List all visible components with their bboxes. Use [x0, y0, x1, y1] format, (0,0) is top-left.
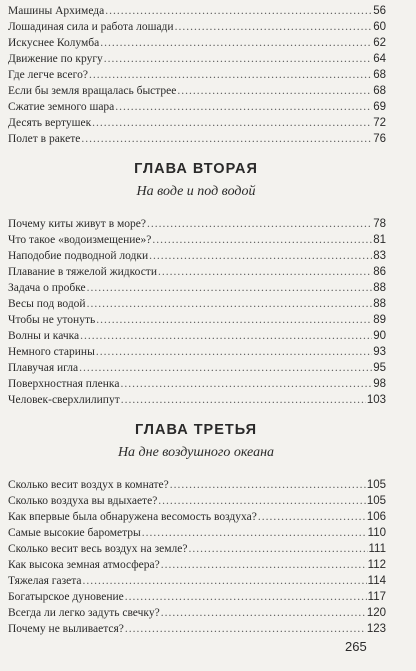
toc-entry	[8, 344, 386, 359]
toc-entry-title: Как высока земная атмосфера?	[8, 559, 160, 571]
chapter-heading: ГЛАВА ВТОРАЯ	[134, 161, 258, 177]
toc-entry	[8, 541, 386, 556]
toc-entry	[8, 232, 386, 247]
toc-entry	[8, 493, 386, 508]
toc-entry-title: Почему киты живут в море?	[8, 218, 146, 230]
toc-entry-page: 95	[373, 362, 386, 374]
toc-leader-dots	[79, 361, 372, 375]
toc-entry-page: 111	[368, 543, 386, 555]
toc-entry-title: Десять вертушек	[8, 117, 92, 129]
toc-entry-page: 81	[373, 234, 386, 246]
toc-entry	[8, 525, 386, 540]
toc-entry-page: 105	[366, 479, 386, 491]
toc-entry-page: 98	[373, 378, 386, 390]
toc-leader-dots	[105, 4, 372, 18]
toc-leader-dots	[161, 606, 366, 620]
page-number: 265	[345, 639, 367, 654]
toc-entry	[8, 3, 386, 18]
toc-entry	[8, 131, 386, 146]
toc-entry-title: Чтобы не утонуть	[8, 314, 96, 326]
toc-entry-page: 88	[373, 298, 386, 310]
toc-entry-page: 64	[373, 53, 386, 65]
toc-entry-title: Полет в ракете	[8, 133, 81, 145]
toc-entry-page: 93	[373, 346, 386, 358]
toc-leader-dots	[96, 345, 372, 359]
toc-leader-dots	[96, 313, 372, 327]
toc-entry-title: Почему не выливается?	[8, 623, 124, 635]
toc-entry-title: Плавание в тяжелой жидкости	[8, 266, 157, 278]
toc-entry-page: 56	[373, 5, 386, 17]
toc-entry	[8, 51, 386, 66]
toc-entry-title: Сколько весит весь воздух на земле?	[8, 543, 188, 555]
toc-leader-dots	[125, 622, 366, 636]
toc-entry	[8, 557, 386, 572]
toc-leader-dots	[81, 132, 372, 146]
toc-entry-page: 88	[373, 282, 386, 294]
toc-entry-title: Плавучая игла	[8, 362, 79, 374]
chapter-heading: ГЛАВА ТРЕТЬЯ	[134, 422, 258, 438]
toc-entry-title: Как впервые была обнаружена весомость воздуха?	[8, 511, 257, 523]
toc-leader-dots	[175, 20, 373, 34]
toc-entry	[8, 296, 386, 311]
toc-entry-title: Всегда ли легко задуть свечку?	[8, 607, 160, 619]
toc-entry-page: 83	[373, 250, 386, 262]
toc-entry-page: 60	[373, 21, 386, 33]
toc-entry	[8, 509, 386, 524]
toc-entry-page: 78	[373, 218, 386, 230]
toc-leader-dots	[87, 281, 373, 295]
toc-entry-title: Задача о пробке	[8, 282, 86, 294]
toc-entry-title: Наподобие подводной лодки	[8, 250, 149, 262]
toc-entry-page: 69	[373, 101, 386, 113]
toc-entry	[8, 589, 386, 604]
toc-entry	[8, 328, 386, 343]
toc-leader-dots	[100, 36, 372, 50]
toc-leader-dots	[152, 233, 372, 247]
toc-leader-dots	[258, 510, 366, 524]
toc-entry-title: Сжатие земного шара	[8, 101, 115, 113]
toc-leader-dots	[83, 574, 367, 588]
toc-entry-title: Что такое «водоизмещение»?	[8, 234, 152, 246]
toc-leader-dots	[87, 297, 373, 311]
toc-entry	[8, 216, 386, 231]
toc-entry-page: 112	[367, 559, 386, 571]
toc-leader-dots	[158, 494, 366, 508]
toc-entry	[8, 605, 386, 620]
toc-entry-page: 105	[366, 495, 386, 507]
toc-leader-dots	[89, 68, 372, 82]
toc-entry	[8, 35, 386, 50]
toc-entry-page: 106	[366, 511, 386, 523]
toc-leader-dots	[104, 52, 372, 66]
toc-entry-page: 123	[366, 623, 386, 635]
toc-entry	[8, 477, 386, 492]
toc-entry	[8, 19, 386, 34]
toc-entry-page: 62	[373, 37, 386, 49]
toc-entry-title: Богатырское дуновение	[8, 591, 124, 603]
toc-entry-title: Лошадиная сила и работа лошади	[8, 21, 174, 33]
toc-entry	[8, 376, 386, 391]
toc-entry-title: Самые высокие барометры	[8, 527, 141, 539]
toc-entry	[8, 573, 386, 588]
toc-entry-page: 110	[367, 527, 386, 539]
toc-entry	[8, 83, 386, 98]
toc-entry	[8, 264, 386, 279]
toc-entry-title: Если бы земля вращалась быстрее	[8, 85, 177, 97]
toc-entry	[8, 392, 386, 407]
toc-leader-dots	[92, 116, 372, 130]
toc-leader-dots	[170, 478, 366, 492]
toc-entry	[8, 99, 386, 114]
toc-entry	[8, 312, 386, 327]
toc-entry-title: Немного старины	[8, 346, 95, 358]
toc-entry-title: Человек-сверхлилипут	[8, 394, 120, 406]
toc-entry	[8, 280, 386, 295]
toc-leader-dots	[125, 590, 367, 604]
toc-entry-title: Весы под водой	[8, 298, 86, 310]
toc-entry-title: Движение по кругу	[8, 53, 103, 65]
toc-entry-page: 76	[373, 133, 386, 145]
toc-entry-page: 117	[367, 591, 386, 603]
toc-leader-dots	[147, 217, 372, 231]
toc-entry	[8, 115, 386, 130]
toc-leader-dots	[149, 249, 372, 263]
toc-entry-title: Где легче всего?	[8, 69, 88, 81]
chapter-subheading: На воде и под водой	[136, 184, 256, 199]
toc-leader-dots	[142, 526, 367, 540]
toc-leader-dots	[177, 84, 372, 98]
toc-entry	[8, 621, 386, 636]
toc-leader-dots	[115, 100, 372, 114]
toc-entry-page: 68	[373, 69, 386, 81]
toc-entry-title: Сколько весит воздух в комнате?	[8, 479, 169, 491]
toc-leader-dots	[120, 377, 372, 391]
toc-entry-page: 114	[367, 575, 386, 587]
toc-entry	[8, 360, 386, 375]
toc-entry-title: Волны и качка	[8, 330, 80, 342]
toc-leader-dots	[188, 542, 367, 556]
toc-entry-title: Поверхностная пленка	[8, 378, 120, 390]
toc-leader-dots	[158, 265, 372, 279]
toc-entry-page: 120	[366, 607, 386, 619]
toc-entry-title: Тяжелая газета	[8, 575, 82, 587]
toc-entry-title: Сколько воздуха вы вдыхаете?	[8, 495, 158, 507]
toc-entry-page: 86	[373, 266, 386, 278]
toc-leader-dots	[121, 393, 366, 407]
toc-leader-dots	[80, 329, 372, 343]
toc-entry-page: 72	[373, 117, 386, 129]
toc-leader-dots	[161, 558, 367, 572]
toc-entry-page: 103	[366, 394, 386, 406]
toc-entry	[8, 67, 386, 82]
chapter-subheading: На дне воздушного океана	[117, 445, 275, 460]
toc-entry	[8, 248, 386, 263]
toc-entry-page: 90	[373, 330, 386, 342]
toc-entry-title: Машины Архимеда	[8, 5, 105, 17]
toc-entry-page: 68	[373, 85, 386, 97]
toc-entry-title: Искуснее Колумба	[8, 37, 100, 49]
toc-entry-page: 89	[373, 314, 386, 326]
